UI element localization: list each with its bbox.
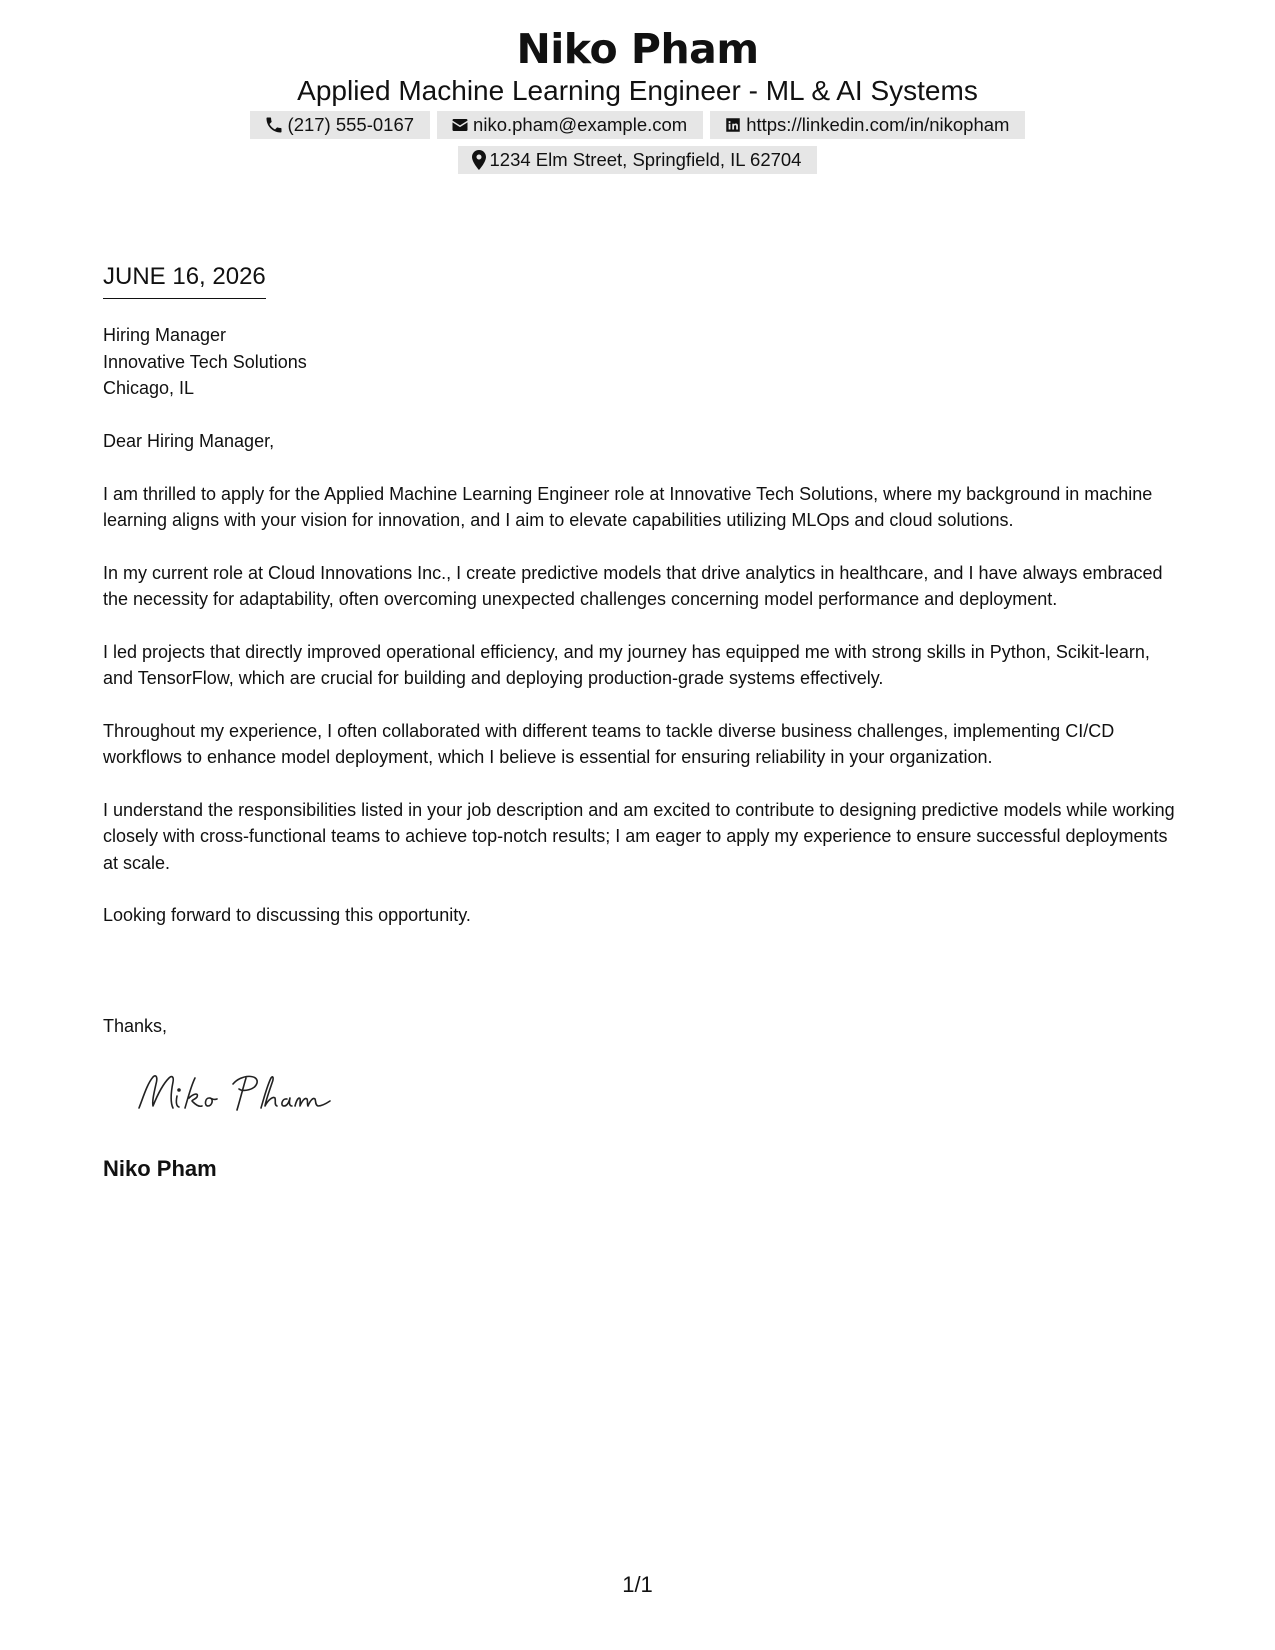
handwritten-signature [133, 1068, 333, 1118]
body-paragraph: I led projects that directly improved operational efficiency, and my journey has equipped me with strong skills in Python, Scikit-learn, and TensorFlow, which are crucial for building and deploying production-grade systems effectively. [103, 641, 1150, 688]
recipient-block [103, 322, 307, 402]
recipient-name: Hiring Manager [103, 325, 227, 345]
phone-contact[interactable] [250, 111, 431, 139]
body-paragraph: Throughout my experience, I often collaborated with different teams to tackle diverse business challenges, implementing CI/CD workflows to enhance model deployment, which I believe is essential for ensuring reliability in your organization. [103, 720, 1115, 767]
closing: Thanks, [103, 1016, 168, 1036]
address-text: 1234 Elm Street, Springfield, IL 62704 [489, 149, 802, 170]
recipient-company: Innovative Tech Solutions [103, 351, 307, 372]
body-paragraph: I am thrilled to apply for the Applied Machine Learning Engineer role at Innovative Tech Solutions, where my background in machine learning aligns with your vision for innovation, and I aim to elevate capabilities utilizing MLOps and cloud solutions. [103, 483, 1153, 530]
applicant-name: Niko Pham [516, 25, 759, 73]
phone-text: (217) 555-0167 [287, 114, 415, 135]
body-paragraph: Looking forward to discussing this opportunity. [103, 905, 471, 925]
email-text: niko.pham@example.com [473, 114, 688, 135]
signer-name: Niko Pham [103, 1156, 217, 1181]
phone-icon [264, 115, 284, 135]
letter-date: JUNE 16, 2026 [103, 262, 266, 299]
envelope-icon [451, 116, 469, 134]
body-paragraph: In my current role at Cloud Innovations Inc., I create predictive models that drive analytics in healthcare, and I have always embraced the necessity for adaptability, often overcoming unexpected challenges concerning model performance and deployment. [103, 562, 1163, 609]
recipient-location: Chicago, IL [103, 378, 195, 398]
linkedin-icon [724, 116, 742, 134]
address-row [0, 146, 1275, 174]
body-paragraph: I understand the responsibilities listed in your job description and am excited to contribute to designing predictive models while working closely with cross-functional teams to achieve top-notch results; I am eager to apply my experience to ensure successful deployments at scale. [103, 799, 1175, 873]
applicant-title: Applied Machine Learning Engineer - ML & AI Systems [297, 75, 978, 106]
letter-header [0, 24, 1275, 174]
letter-body [103, 428, 1178, 955]
linkedin-contact[interactable] [710, 111, 1025, 139]
linkedin-text: https://linkedin.com/in/nikopham [746, 114, 1010, 135]
email-contact[interactable] [437, 111, 703, 139]
page-indicator: 1/1 [622, 1572, 653, 1597]
address-contact [458, 146, 818, 174]
map-pin-icon [472, 150, 486, 170]
contact-row [0, 111, 1275, 139]
salutation: Dear Hiring Manager, [103, 431, 275, 451]
